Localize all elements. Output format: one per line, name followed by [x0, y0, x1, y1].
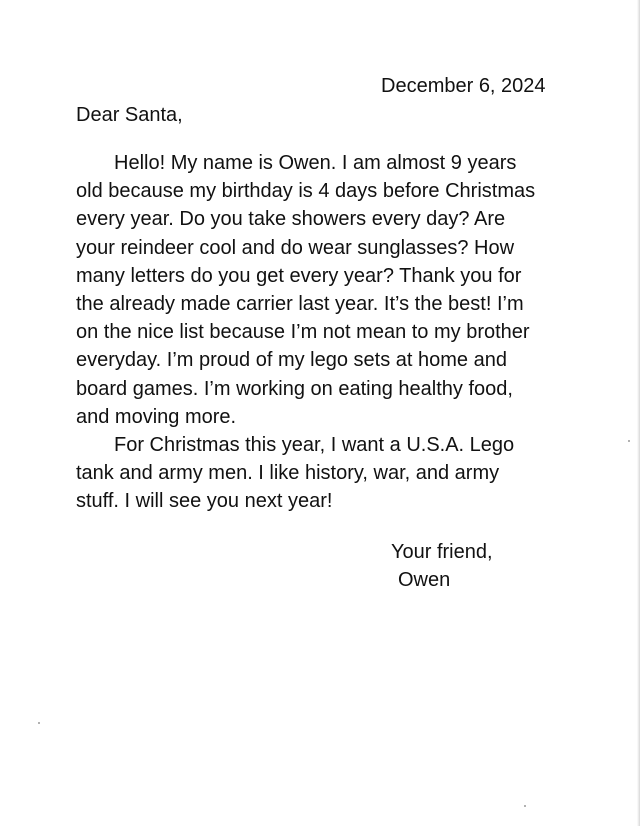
paragraph-2-line: For Christmas this year, I want a U.S.A. Lego — [114, 433, 515, 456]
letter-body — [76, 149, 566, 515]
paragraph-1-line: your reindeer cool and do wear sunglasses? How — [76, 236, 515, 259]
letter-greeting: Dear Santa, — [76, 104, 183, 126]
paragraph-1-line: every year. Do you take showers every day? Are — [76, 208, 506, 231]
paragraph-2-line: tank and army men. I like history, war, and army — [76, 462, 500, 485]
scan-speck — [38, 722, 40, 724]
paragraph-1-line: and moving more. — [76, 405, 237, 428]
paragraph-1-line: the already made carrier last year. It’s the best! I’m — [76, 292, 524, 315]
paragraph-1-line: on the nice list because I’m not mean to my brother — [76, 321, 530, 344]
paragraph-1-line: Hello! My name is Owen. I am almost 9 years — [114, 152, 517, 174]
letter-closing: Your friend, — [391, 541, 493, 563]
scan-speck — [628, 440, 630, 442]
paragraph-2-line: stuff. I will see you next year! — [76, 490, 333, 513]
letter-signature: Owen — [398, 569, 451, 591]
letter-date: December 6, 2024 — [381, 75, 546, 97]
scan-speck — [524, 805, 526, 807]
paragraph-1-line: old because my birthday is 4 days before Christmas — [76, 180, 536, 203]
paragraph-1-line: board games. I’m working on eating healthy food, — [76, 377, 513, 400]
paragraph-1-line: everyday. I’m proud of my lego sets at home and — [76, 349, 507, 372]
paragraph-1-line: many letters do you get every year? Thank you for — [76, 264, 522, 287]
